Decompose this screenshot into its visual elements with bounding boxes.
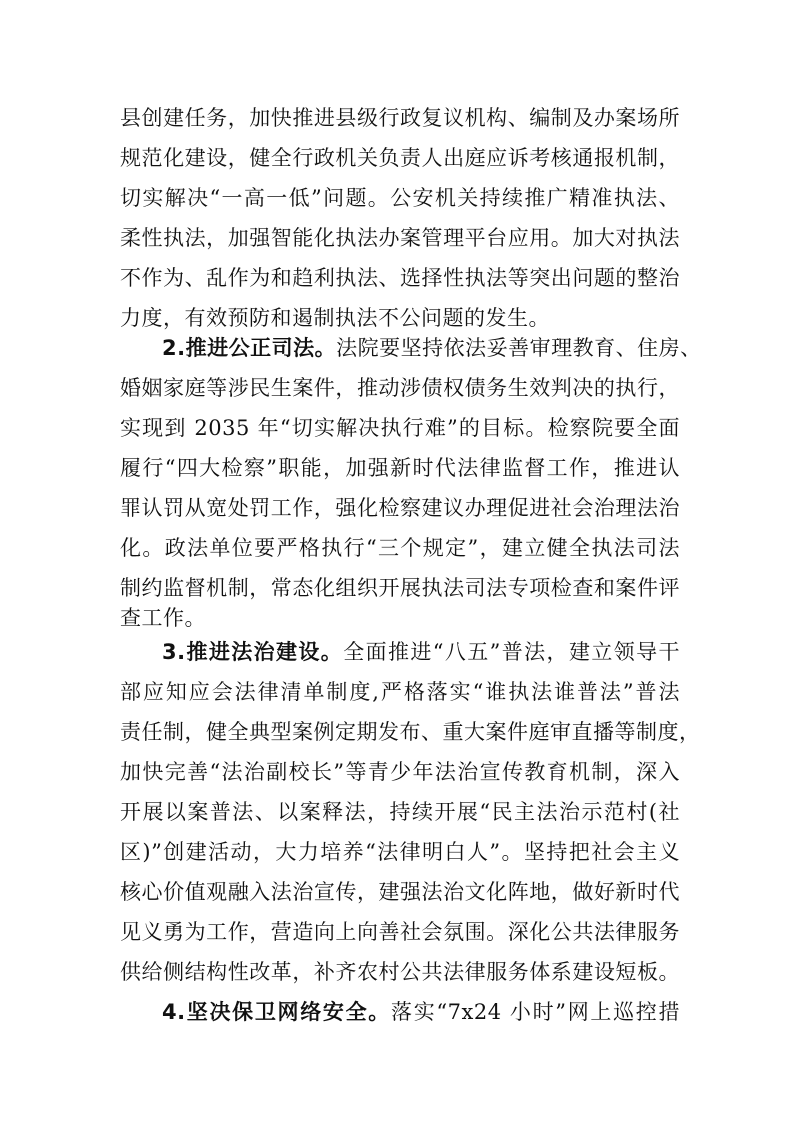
body-text-line: 见义勇为工作，营造向上向善社会氛围。深化公共法律服务 bbox=[120, 920, 680, 944]
section-heading: 2.推进公正司法。 bbox=[162, 336, 337, 360]
body-text-line: 县创建任务，加快推进县级行政复议机构、编制及办案场所 bbox=[120, 106, 680, 130]
body-text: 落实“7x24 小时”网上巡控措 bbox=[391, 1000, 681, 1024]
body-text-line: 加快完善“法治副校长”等青少年法治宣传教育机制，深入 bbox=[120, 760, 680, 784]
section-first-line bbox=[162, 632, 680, 672]
body-text: 全面推进“八五”普法，建立领导干 bbox=[343, 640, 680, 664]
body-text-line: 部应知应会法律清单制度,严格落实“谁执法谁普法”普法 bbox=[120, 680, 680, 704]
body-text-line: 不作为、乱作为和趋利执法、选择性执法等突出问题的整治 bbox=[120, 266, 680, 290]
section-first-line bbox=[162, 328, 702, 368]
body-text: 法院要坚持依法妥善审理教育、住房、 bbox=[336, 336, 702, 360]
section-first-line bbox=[162, 992, 680, 1032]
section-heading: 3.推进法治建设。 bbox=[162, 640, 344, 664]
body-text-line: 核心价值观融入法治宣传，建强法治文化阵地，做好新时代 bbox=[120, 880, 680, 904]
body-text-line: 履行“四大检察”职能，加强新时代法律监督工作，推进认 bbox=[120, 456, 680, 480]
body-text-line: 责任制，健全典型案例定期发布、重大案件庭审直播等制度， bbox=[120, 720, 701, 744]
body-text-line: 规范化建设，健全行政机关负责人出庭应诉考核通报机制， bbox=[120, 146, 680, 170]
body-text-line: 制约监督机制，常态化组织开展执法司法专项检查和案件评 bbox=[120, 576, 680, 600]
body-text-line: 力度，有效预防和遏制执法不公问题的发生。 bbox=[120, 306, 550, 330]
body-text-line: 化。政法单位要严格执行“三个规定”，建立健全执法司法 bbox=[120, 536, 680, 560]
body-text-line: 婚姻家庭等涉民生案件，推动涉债权债务生效判决的执行， bbox=[120, 376, 680, 400]
body-text-line: 罪认罚从宽处罚工作，强化检察建议办理促进社会治理法治 bbox=[120, 496, 680, 520]
body-text-line: 实现到 2035 年“切实解决执行难”的目标。检察院要全面 bbox=[120, 416, 680, 440]
body-text-line: 供给侧结构性改革，补齐农村公共法律服务体系建设短板。 bbox=[120, 960, 680, 984]
body-text-line: 开展以案普法、以案释法，持续开展“民主法治示范村(社 bbox=[120, 800, 680, 824]
body-text-line: 区)”创建活动，大力培养“法律明白人”。坚持把社会主义 bbox=[120, 840, 680, 864]
section-heading: 4.坚决保卫网络安全。 bbox=[162, 1000, 392, 1024]
body-text-line: 切实解决“一高一低”问题。公安机关持续推广精准执法、 bbox=[120, 186, 680, 210]
body-text-line: 柔性执法，加强智能化执法办案管理平台应用。加大对执法 bbox=[120, 226, 680, 250]
body-text-line: 查工作。 bbox=[120, 606, 206, 630]
